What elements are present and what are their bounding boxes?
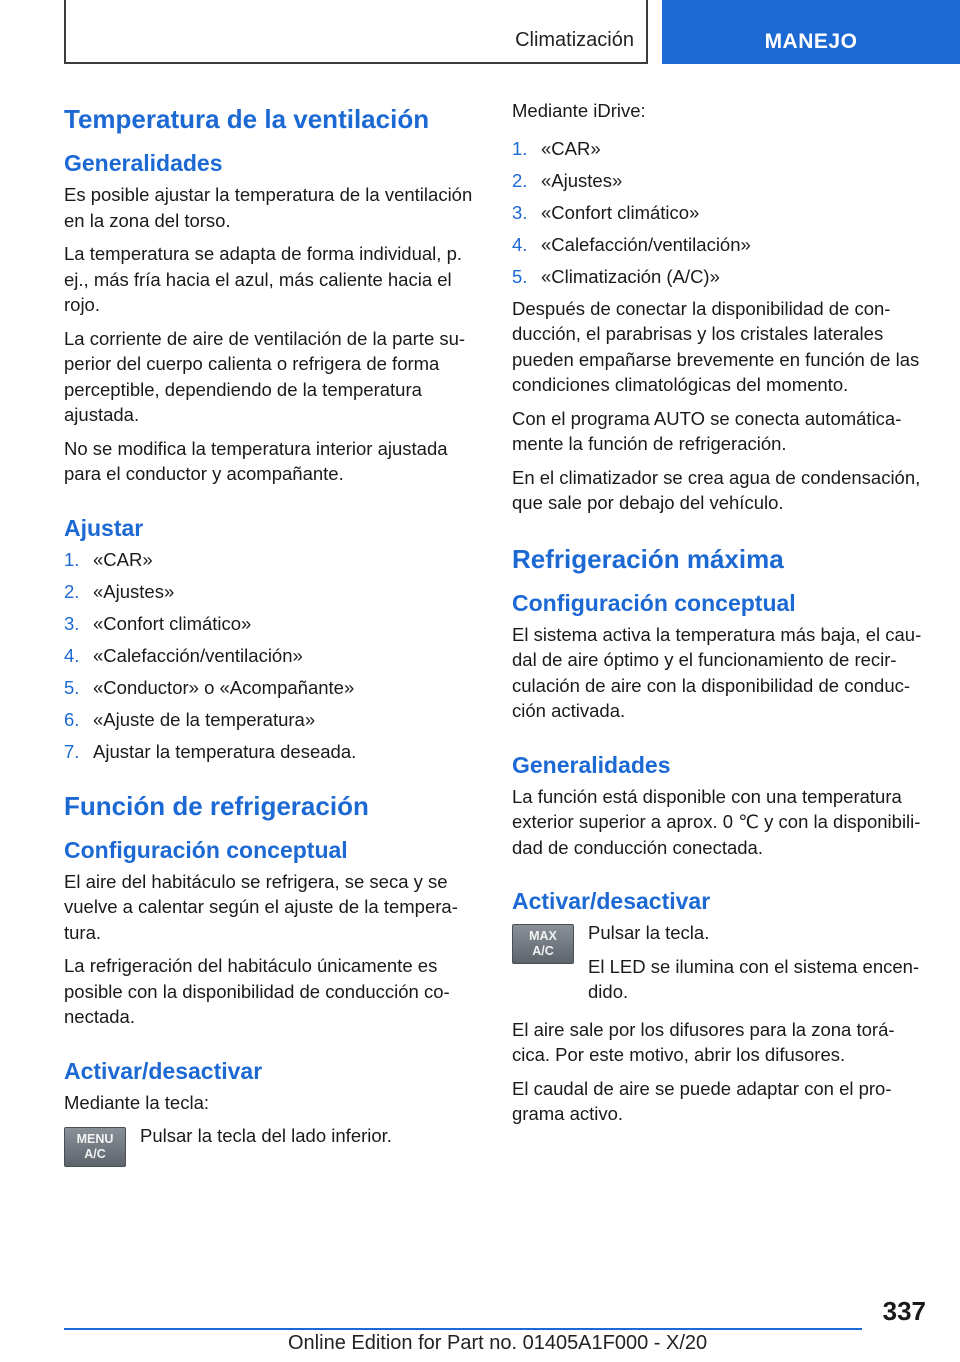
- list-item: 4. «Calefacción/ventilación»: [64, 644, 303, 666]
- list-item: 6. «Ajuste de la temperatura»: [64, 708, 316, 730]
- list-item: 3. «Confort climático»: [512, 201, 700, 223]
- paragraph: Mediante la tecla:: [64, 1091, 210, 1113]
- paragraph: En el climatizador se crea agua de condensación, que sale por debajo del vehículo.: [512, 466, 921, 513]
- list-item: 2. «Ajustes»: [64, 580, 175, 602]
- concept-heading: Configuración conceptual: [512, 589, 796, 616]
- adjust-heading: Ajustar: [64, 514, 144, 541]
- paragraph: Con el programa AUTO se conecta automática-mente la función de refrigeración.: [512, 407, 902, 454]
- key-instruction: Pulsar la tecla.: [588, 922, 710, 943]
- adjust-steps-list: [64, 547, 482, 765]
- paragraph: La corriente de aire de ventilación de la parte su-perior del cuerpo calienta o refrigera de forma perceptible, dependiendo de la temperatura ajustada.: [64, 327, 466, 425]
- concept-heading: Configuración conceptual: [64, 836, 348, 863]
- paragraph: El caudal de aire se puede adaptar con el pro-grama activo.: [512, 1077, 892, 1124]
- paragraph: La temperatura se adapta de forma individual, p. ej., más fría hacia el azul, más caliente hacia el rojo.: [64, 243, 462, 315]
- section-title: Climatización: [515, 29, 634, 51]
- left-column: [64, 98, 482, 1165]
- chapter-tab[interactable]: MANEJO: [662, 0, 960, 64]
- list-item: 1. «CAR»: [512, 137, 601, 159]
- footer-edition-text: Online Edition for Part no. 01405A1F000 - X/20: [288, 1332, 708, 1354]
- page-number: 337: [882, 1296, 926, 1326]
- list-item: 1. «CAR»: [64, 548, 153, 570]
- paragraph: Es posible ajustar la temperatura de la ventilación en la zona del torso.: [64, 184, 473, 231]
- general-heading: Generalidades: [512, 751, 671, 778]
- list-item: 2. «Ajustes»: [512, 169, 623, 191]
- paragraph: El aire sale por los difusores para la zona torá-cica. Por este motivo, abrir los difusores.: [512, 1018, 895, 1065]
- key-instruction: Pulsar la tecla del lado inferior.: [140, 1125, 392, 1146]
- paragraph: No se modifica la temperatura interior ajustada para el conductor y acompañante.: [64, 437, 448, 484]
- paragraph: La refrigeración del habitáculo únicamente es posible con la disponibilidad de conducción co-nectada.: [64, 955, 450, 1027]
- key-row: [512, 920, 930, 1005]
- list-item: 5. «Climatización (A/C)»: [512, 265, 720, 287]
- list-item: 4. «Calefacción/ventilación»: [512, 233, 751, 255]
- list-item: 7. Ajustar la temperatura deseada.: [64, 740, 357, 762]
- key-row: [64, 1123, 482, 1165]
- key-instruction: El LED se ilumina con el sistema encen-dido.: [588, 955, 920, 1002]
- paragraph: La función está disponible con una temperatura exterior superior a aprox. 0 ℃ y con la disponibili-dad de conducción conectada.: [512, 785, 921, 858]
- list-item: 3. «Confort climático»: [64, 612, 252, 634]
- toggle-heading: Activar/desactivar: [64, 1057, 263, 1084]
- max-ac-key-icon: MAX A/C: [512, 924, 574, 964]
- header-frame: [64, 0, 648, 64]
- right-column: [512, 98, 930, 1135]
- max-cooling-title: Refrigeración máxima: [512, 543, 784, 574]
- paragraph: El aire del habitáculo se refrigera, se seca y se vuelve a calentar según el ajuste de la tempera-tura.: [64, 870, 458, 943]
- paragraph: Después de conectar la disponibilidad de con-ducción, el parabrisas y los cristales laterales pueden empañarse brevemente en función de las condiciones climatológicas del momento.: [512, 297, 920, 395]
- cooling-function-title: Función de refrigeración: [64, 790, 369, 821]
- general-heading: Generalidades: [64, 150, 223, 176]
- paragraph: El sistema activa la temperatura más baja, el cau-dal de aire óptimo y el funcionamiento de recir-culación de aire con la disponibilidad de conduc-ción activada.: [512, 623, 922, 721]
- idrive-steps-list: [512, 136, 930, 290]
- toggle-heading: Activar/desactivar: [512, 888, 711, 914]
- list-item: 5. «Conductor» o «Acompañante»: [64, 676, 355, 698]
- menu-ac-key-icon: MENU A/C: [64, 1127, 126, 1167]
- idrive-intro: Mediante iDrive:: [512, 100, 646, 121]
- footer-divider: [64, 1328, 862, 1330]
- ventilation-temperature-title: Temperatura de la ventilación: [64, 104, 430, 134]
